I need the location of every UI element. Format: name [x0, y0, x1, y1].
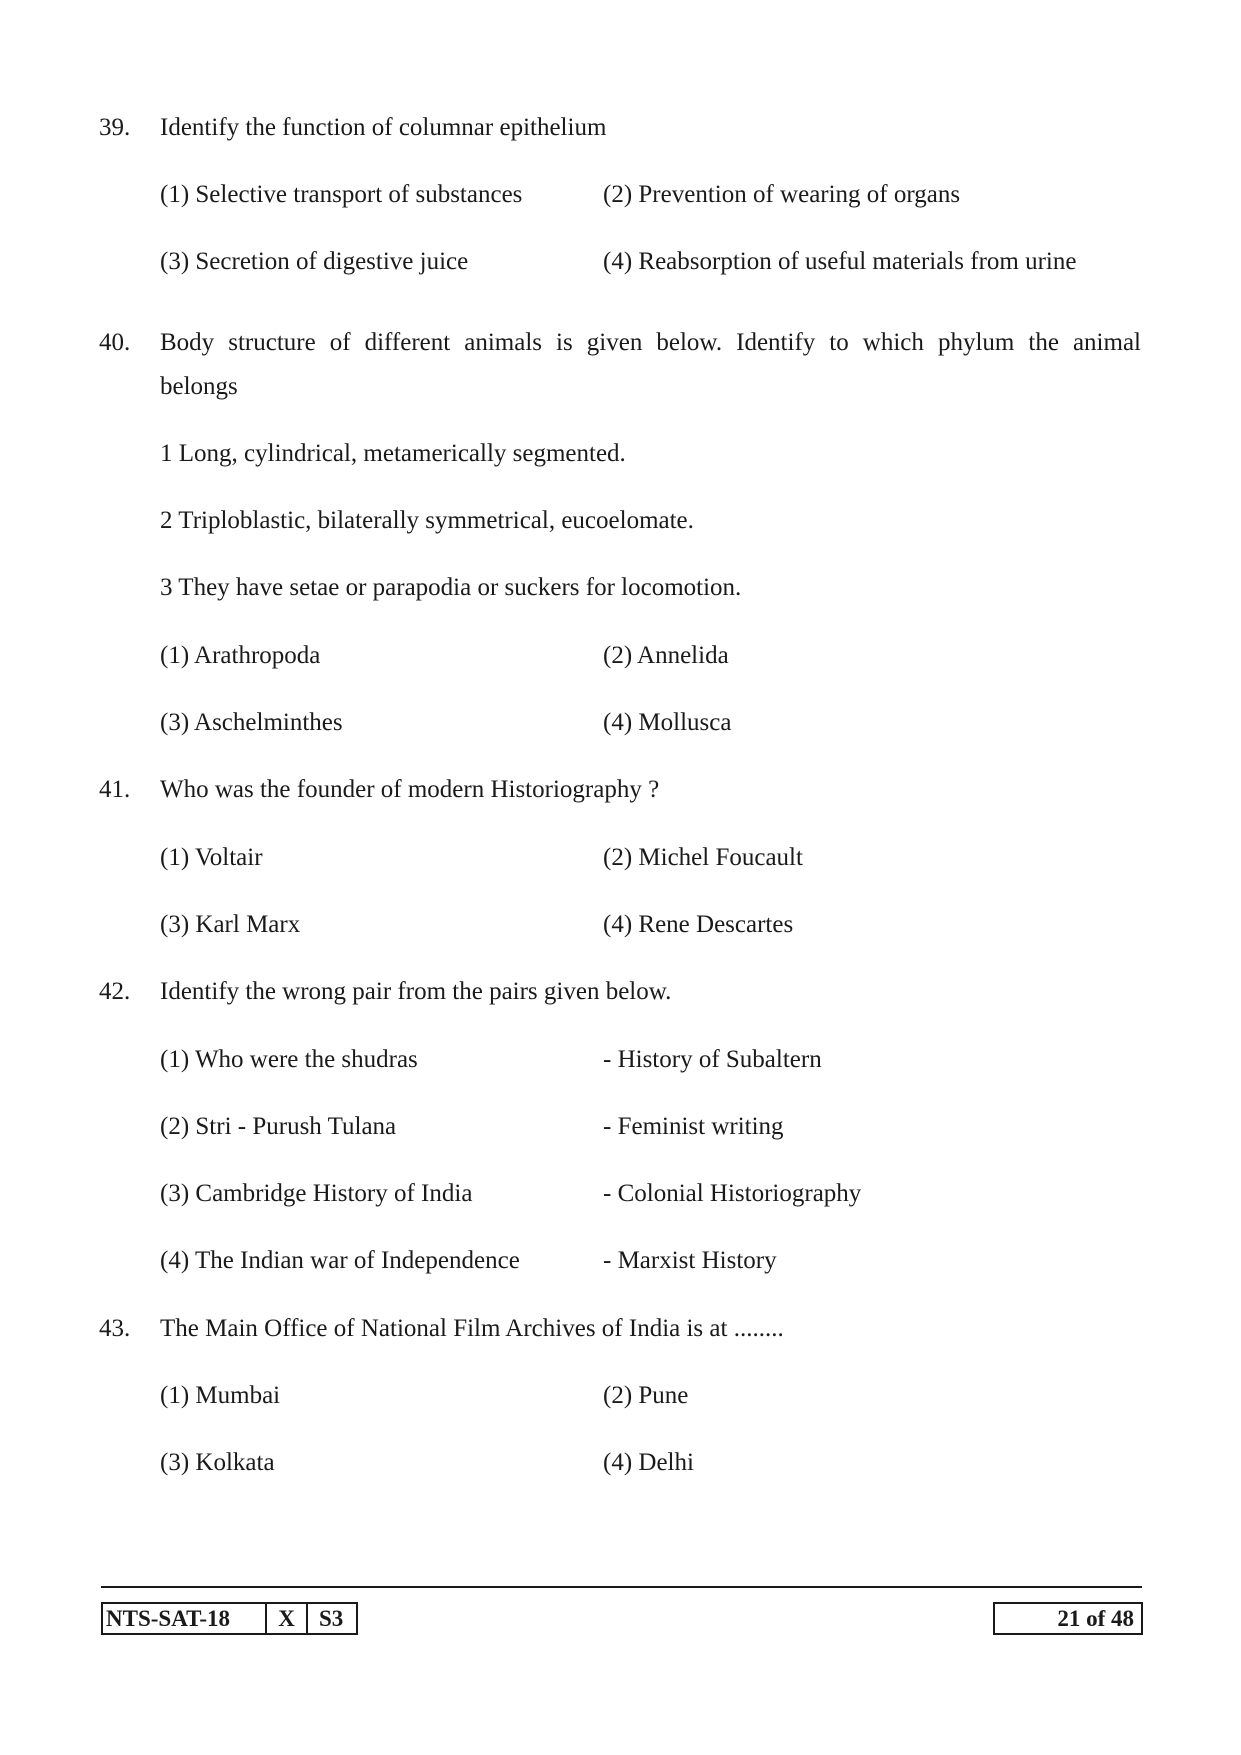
option[interactable]: (3) Karl Marx [160, 911, 301, 938]
option[interactable]: (3) Aschelminthes [160, 709, 343, 736]
option[interactable]: (2) Pune [603, 1382, 689, 1409]
option[interactable]: (1) Arathropoda [160, 642, 321, 669]
pair-left[interactable]: (1) Who were the shudras [160, 1046, 418, 1073]
option[interactable]: (1) Selective transport of substances [160, 181, 523, 208]
footer-divider [101, 1586, 1142, 1588]
question-text-continued: belongs [160, 373, 238, 400]
pair-right: - Marxist History [603, 1247, 777, 1274]
question-text: Identify the wrong pair from the pairs given below. [160, 978, 672, 1005]
question-text: Identify the function of columnar epithelium [160, 114, 607, 141]
option[interactable]: (3) Kolkata [160, 1449, 275, 1476]
option[interactable]: (3) Secretion of digestive juice [160, 248, 469, 275]
question-text: The Main Office of National Film Archives of India is at ........ [160, 1315, 784, 1342]
option[interactable]: (4) Reabsorption of useful materials from urine [603, 248, 1077, 275]
option[interactable]: (4) Mollusca [603, 709, 732, 736]
exam-code: NTS-SAT-18 [103, 1604, 267, 1633]
statement: 1 Long, cylindrical, metamerically segmented. [160, 440, 626, 467]
question-text: Who was the founder of modern Historiography ? [160, 776, 660, 803]
pair-right: - Feminist writing [603, 1113, 784, 1140]
question-text: Body structure of different animals is given below. Identify to which phylum the animal [160, 329, 1141, 356]
pair-right: - History of Subaltern [603, 1046, 822, 1073]
page-indicator: 21 of 48 [993, 1602, 1143, 1635]
option[interactable]: (1) Voltair [160, 844, 263, 871]
question-number: 43. [99, 1315, 131, 1342]
question-number: 42. [99, 978, 131, 1005]
question-number: 40. [99, 329, 131, 356]
option[interactable]: (2) Prevention of wearing of organs [603, 181, 961, 208]
option[interactable]: (2) Michel Foucault [603, 844, 803, 871]
option[interactable]: (1) Mumbai [160, 1382, 281, 1409]
pair-left[interactable]: (4) The Indian war of Independence [160, 1247, 520, 1274]
option[interactable]: (4) Rene Descartes [603, 911, 794, 938]
pair-left[interactable]: (2) Stri - Purush Tulana [160, 1113, 397, 1140]
class-label: X [267, 1604, 308, 1633]
statement: 3 They have setae or parapodia or suckers for locomotion. [160, 574, 742, 601]
footer-code-box [101, 1602, 358, 1635]
statement: 2 Triploblastic, bilaterally symmetrical, eucoelomate. [160, 507, 694, 534]
pair-left[interactable]: (3) Cambridge History of India [160, 1180, 473, 1207]
option[interactable]: (4) Delhi [603, 1449, 694, 1476]
question-number: 39. [99, 114, 131, 141]
question-number: 41. [99, 776, 131, 803]
series-label: S3 [319, 1606, 344, 1631]
pair-right: - Colonial Historiography [603, 1180, 862, 1207]
option[interactable]: (2) Annelida [603, 642, 729, 669]
